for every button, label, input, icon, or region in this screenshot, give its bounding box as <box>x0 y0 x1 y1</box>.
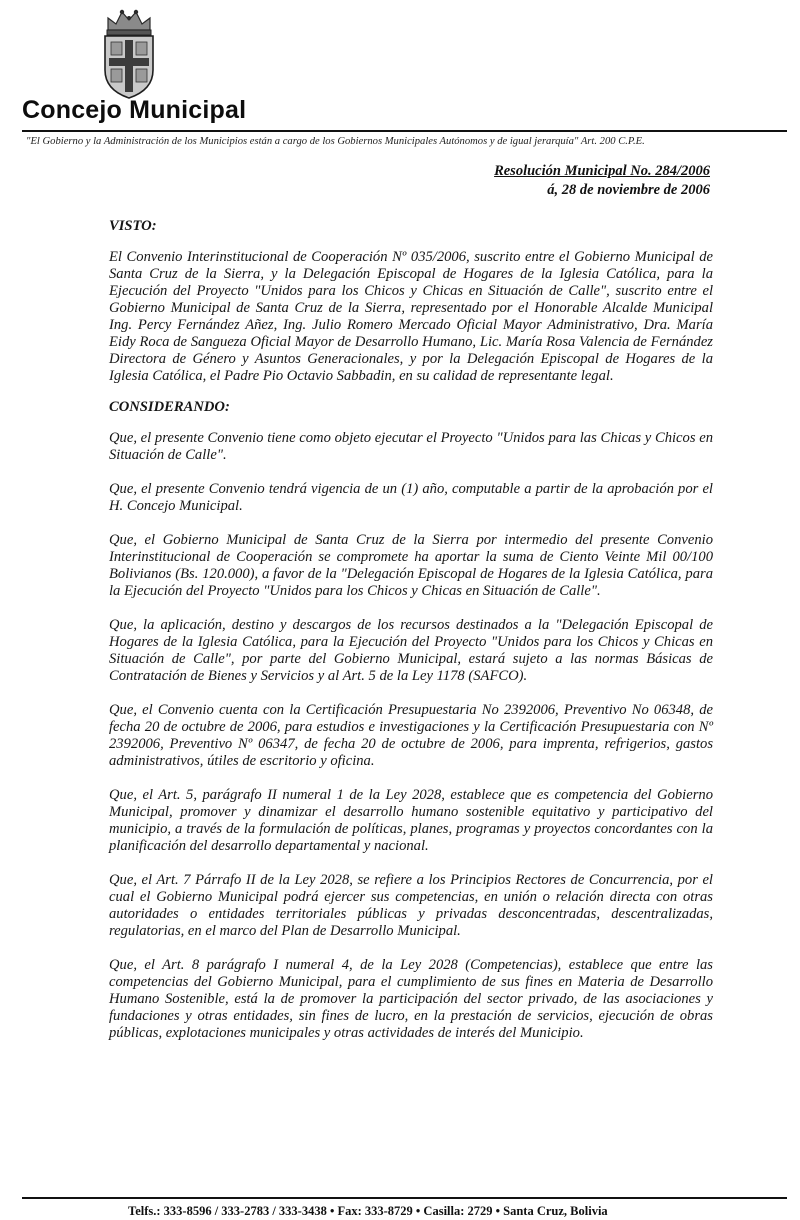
letterhead-motto: "El Gobierno y la Administración de los Municipios están a cargo de los Gobiernos Municipales Autónomos y de igual jerarquía" Art. 200 C.P.E. <box>26 136 645 147</box>
letterhead-org-name: Concejo Municipal <box>22 96 247 124</box>
considerando-paragraph: Que, el Convenio cuenta con la Certificación Presupuestaria No 2392006, Preventivo No 06348, de fecha 20 de octubre de 2006, para estudios e investigaciones y la Certificación Presupuestaria con Nº 2392006, Preventivo Nº 06347, de fecha 20 de octubre de 2006, para imprenta, refrigerios, gastos administrativos, útiles de escritorio y oficina. <box>109 702 713 769</box>
considerando-paragraph: Que, el Art. 5, parágrafo II numeral 1 de la Ley 2028, establece que es competencia del Gobierno Municipal, promover y dinamizar el desarrollo humano sostenible equitativo y participativo del municipio, a través de la formulación de políticas, planes, programas y proyectos concordantes con la planificación del desarrollo departamental y nacional. <box>109 787 713 854</box>
footer-divider <box>22 1197 787 1199</box>
municipal-coat-of-arms-icon <box>100 8 158 100</box>
considerando-paragraph: Que, el Art. 8 parágrafo I numeral 4, de la Ley 2028 (Competencias), establece que entre las competencias del Gobierno Municipal, para el cumplimiento de sus fines en Materia de Desarrollo Humano Sostenible, está la de promover la participación del sector privado, de las asociaciones y fundaciones y otras entidades, sin fines de lucro, en la prestación de servicios, ejecución de obras públicas, explotaciones municipales y otras actividades de interés del Municipio. <box>109 957 713 1041</box>
letterhead-divider <box>22 130 787 132</box>
document-body <box>109 218 713 1059</box>
considerando-paragraph: Que, la aplicación, destino y descargos de los recursos destinados a la "Delegación Episcopal de Hogares de la Iglesia Católica, para la Ejecución del Proyecto "Unidos para los Chicos y Chicas en Situación de Calle", por parte del Gobierno Municipal, estará sujeto a las normas Básicas de Contratación de Bienes y Servicios y al Art. 5 de la Ley 1178 (SAFCO). <box>109 617 713 684</box>
considerando-paragraph: Que, el Art. 7 Párrafo II de la Ley 2028, se refiere a los Principios Rectores de Concurrencia, por el cual el Gobierno Municipal podrá ejercer sus competencias, en unión o relación directa con otras autoridades o entidades territoriales públicas y privadas desconcentradas, descentralizadas, regulatorias, en el marco del Plan de Desarrollo Municipal. <box>109 872 713 939</box>
section-heading-considerando: CONSIDERANDO: <box>109 399 230 415</box>
visto-paragraph: El Convenio Interinstitucional de Cooperación Nº 035/2006, suscrito entre el Gobierno Municipal de Santa Cruz de la Sierra, y la Delegación Episcopal de Hogares de la Iglesia Católica, para la Ejecución del Proyecto "Unidos para los Chicos y Chicas en Situación de Calle", suscrito entre el Gobierno Municipal de Santa Cruz de la Sierra, representado por el Honorable Alcalde Municipal Ing. Percy Fernández Añez, Ing. Julio Romero Mercado Oficial Mayor Administrativo, Dra. María Eidy Roca de Sangueza Oficial Mayor de Desarrollo Humano, Lic. María Rosa Valencia de Fernández Directora de Género y Asuntos Generacionales, y por la Delegación Episcopal de Hogares de la Iglesia Católica, el Padre Pio Octavio Sabbadin, en su calidad de representante legal. <box>109 249 713 384</box>
resolution-number: Resolución Municipal No. 284/2006 <box>494 163 710 179</box>
considerando-paragraph: Que, el presente Convenio tendrá vigencia de un (1) año, computable a partir de la aprobación por el H. Concejo Municipal. <box>109 481 713 514</box>
footer-contact-info: Telfs.: 333-8596 / 333-2783 / 333-3438 • Fax: 333-8729 • Casilla: 2729 • Santa Cruz, Bolivia <box>128 1204 608 1218</box>
resolution-date: á, 28 de noviembre de 2006 <box>547 182 710 198</box>
considerando-paragraph: Que, el Gobierno Municipal de Santa Cruz de la Sierra por intermedio del presente Convenio Interinstitucional de Cooperación se compromete ha aportar la suma de Ciento Veinte Mil 00/100 Bolivianos (Bs. 120.000), a favor de la "Delegación Episcopal de Hogares de la Iglesia Católica, para la Ejecución del Proyecto "Unidos para los Chicos y Chicas en Situación de Calle". <box>109 532 713 599</box>
considerando-paragraph: Que, el presente Convenio tiene como objeto ejecutar el Proyecto "Unidos para las Chicas y Chicos en Situación de Calle". <box>109 430 713 463</box>
section-heading-visto: VISTO: <box>109 218 157 234</box>
